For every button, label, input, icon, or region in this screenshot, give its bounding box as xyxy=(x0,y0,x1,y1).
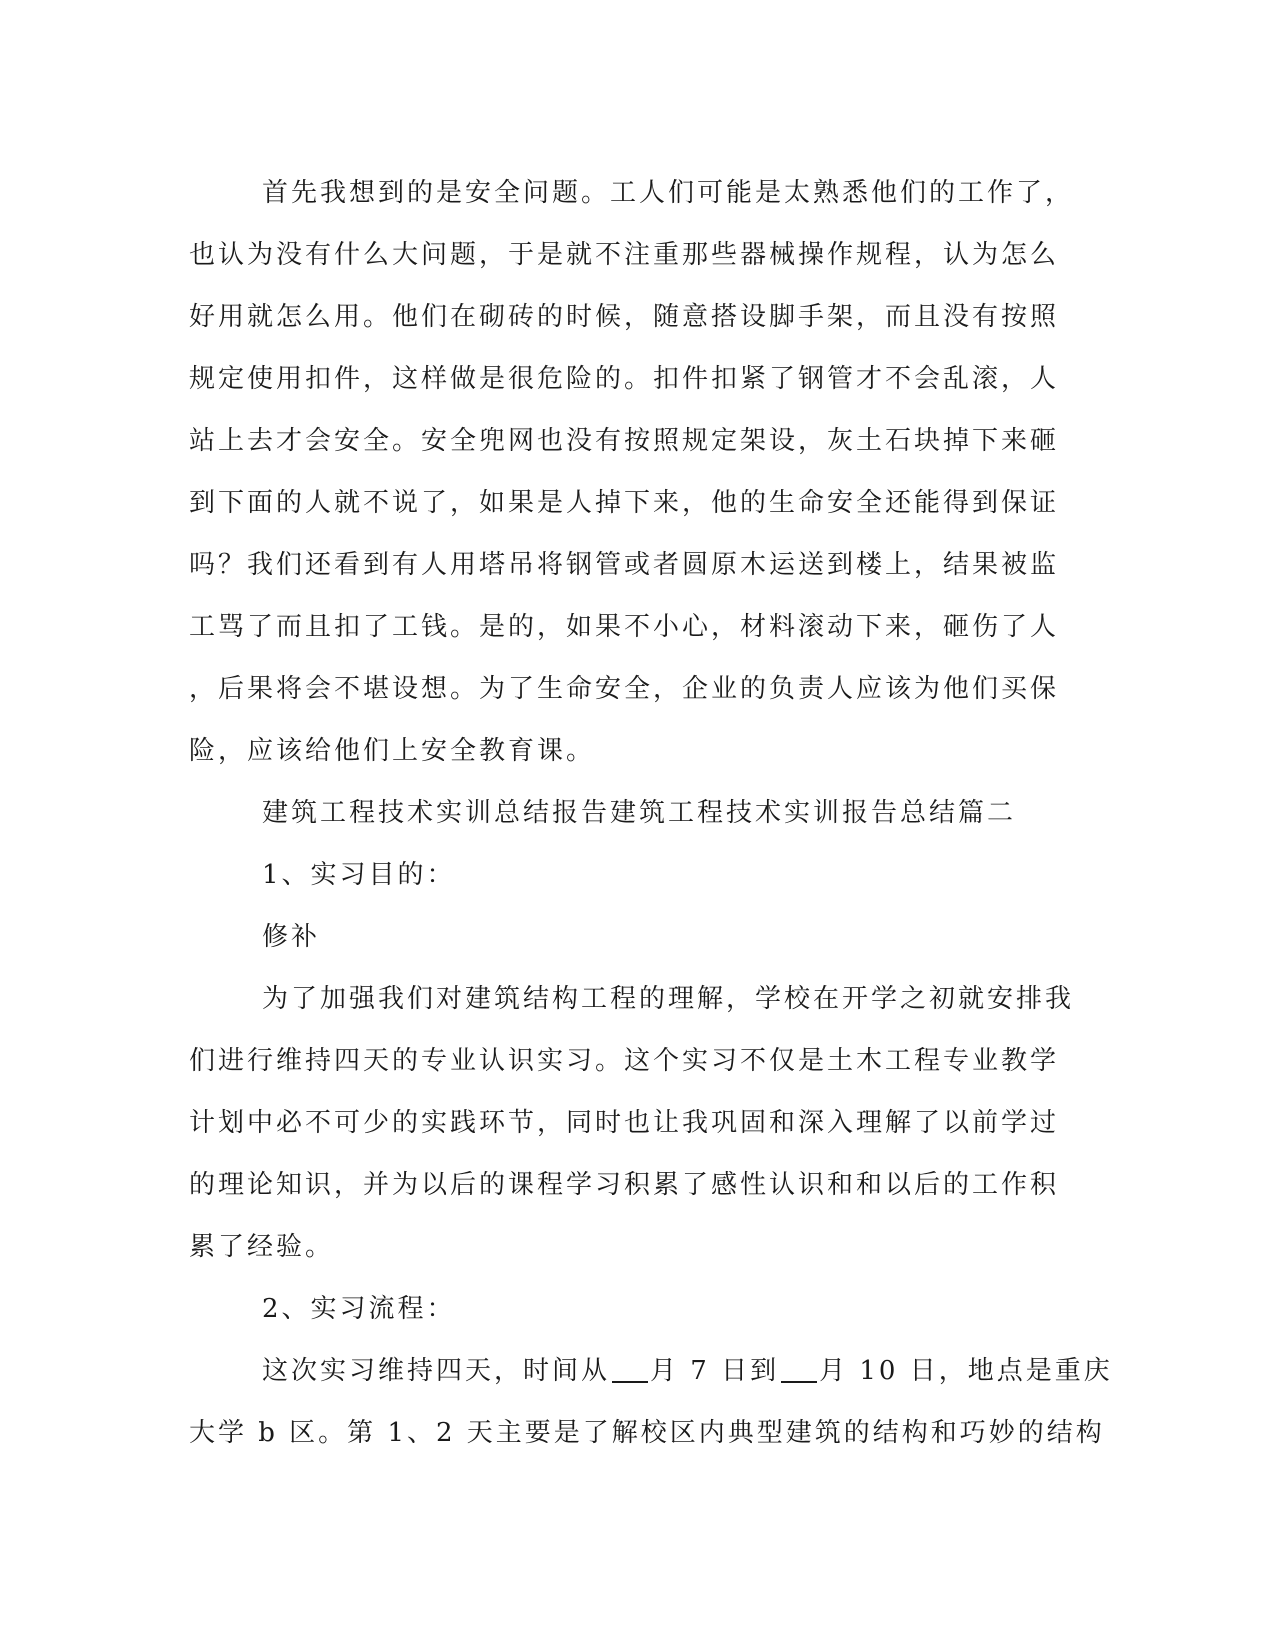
paragraph-line: ，后果将会不堪设想。为了生命安全，企业的负责人应该为他们买保 xyxy=(189,674,1060,704)
paragraph-line: 吗？我们还看到有人用塔吊将钢管或者圆原木运送到楼上，结果被监 xyxy=(189,550,1060,580)
paragraph-line: 累了经验。 xyxy=(189,1232,335,1262)
subheading: 修补 xyxy=(262,922,321,952)
paragraph-line: 到下面的人就不说了，如果是人掉下来，他的生命安全还能得到保证 xyxy=(189,488,1060,518)
blank-underline xyxy=(781,1379,817,1383)
paragraph-line: 险，应该给他们上安全教育课。 xyxy=(189,736,596,766)
paragraph-line: 计划中必不可少的实践环节，同时也让我巩固和深入理解了以前学过 xyxy=(189,1108,1060,1138)
paragraph-line: 为了加强我们对建筑结构工程的理解，学校在开学之初就安排我 xyxy=(262,984,1075,1014)
paragraph-line: 首先我想到的是安全问题。工人们可能是太熟悉他们的工作了， xyxy=(262,178,1075,208)
schedule-line xyxy=(189,1340,1113,1402)
paragraph-line: 的理论知识，并为以后的课程学习积累了感性认识和和以后的工作积 xyxy=(189,1170,1060,1200)
section-title: 建筑工程技术实训总结报告建筑工程技术实训报告总结篇二 xyxy=(262,798,1017,828)
schedule-text: 月 7 日到 xyxy=(650,1356,780,1386)
section-heading: 1、实习目的： xyxy=(262,860,456,890)
paragraph-line: 们进行维持四天的专业认识实习。这个实习不仅是土木工程专业教学 xyxy=(189,1046,1060,1076)
paragraph-line: 好用就怎么用。他们在砌砖的时候，随意搭设脚手架，而且没有按照 xyxy=(189,302,1060,332)
schedule-text: 这次实习维持四天，时间从 xyxy=(262,1356,611,1386)
blank-underline xyxy=(612,1379,648,1383)
paragraph-line: 规定使用扣件，这样做是很危险的。扣件扣紧了钢管才不会乱滚，人 xyxy=(189,364,1060,394)
paragraph-line: 大学 b 区。第 1、2 天主要是了解校区内典型建筑的结构和巧妙的结构 xyxy=(189,1418,1105,1448)
document-body xyxy=(189,162,1113,1464)
paragraph-line: 站上去才会安全。安全兜网也没有按照规定架设，灰土石块掉下来砸 xyxy=(189,426,1060,456)
section-heading: 2、实习流程： xyxy=(262,1294,456,1324)
paragraph-line: 也认为没有什么大问题，于是就不注重那些器械操作规程，认为怎么 xyxy=(189,240,1060,270)
schedule-text: 月 10 日，地点是重庆 xyxy=(819,1356,1113,1386)
paragraph-line: 工骂了而且扣了工钱。是的，如果不小心，材料滚动下来，砸伤了人 xyxy=(189,612,1060,642)
